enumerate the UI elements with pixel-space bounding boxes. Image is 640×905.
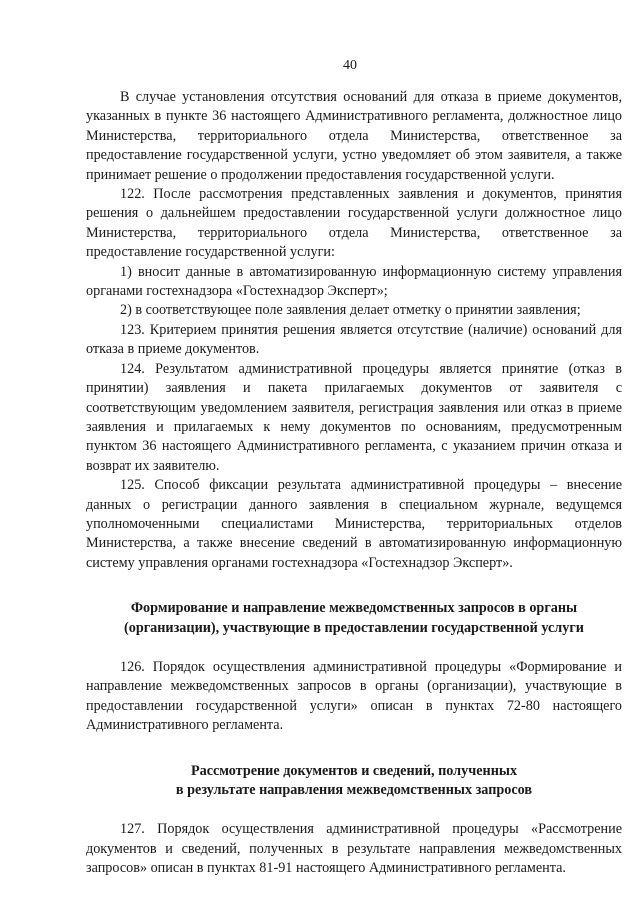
paragraph-intro: В случае установления отсутствия оснований для отказа в приеме документов, указанных в пункте 36 настоящего Административного регламента, должностное лицо Министерства, территориального отдела Министерства, ответственное за предоставление государственной услуги, устно уведомляет об этом заявителя, а также принимает решение о продолжении предоставления государственной услуги. bbox=[86, 89, 622, 183]
paragraph-122-item-2: 2) в соответствующее поле заявления делает отметку о принятии заявления; bbox=[120, 302, 581, 319]
paragraph-123: 123. Критерием принятия решения является отсутствие (наличие) оснований для отказа в приеме документов. bbox=[86, 321, 622, 358]
paragraph-122: 122. После рассмотрения представленных заявления и документов, принятия решения о дальнейшем предоставлении государственной услуги должностное лицо Министерства, территориального отдела Министерства, ответственное за предоставление государственной услуги: bbox=[86, 186, 622, 261]
paragraph-126: 126. Порядок осуществления административной процедуры «Формирование и направление межведомственных запросов в органы (организации), участвующие в предоставлении государственной услуги» описан в пунктах 72-80 настоящего Административного регламента. bbox=[86, 658, 622, 734]
section-heading-interagency-requests-line-1: Формирование и направление межведомственных запросов в органы bbox=[130, 600, 578, 617]
paragraph-127: 127. Порядок осуществления административной процедуры «Рассмотрение документов и сведений, полученных в результате направления межведомственных запросов» описан в пунктах 81-91 настоящего Административного регламента. bbox=[86, 821, 622, 877]
section-heading-review-documents-line-2: в результате направления межведомственных запросов bbox=[175, 782, 533, 798]
section-heading-interagency-requests-line-2: (организации), участвующие в предоставлении государственной услуги bbox=[124, 619, 584, 636]
page-number: 40 bbox=[343, 58, 357, 73]
paragraph-122-item-1: 1) вносит данные в автоматизированную информационную систему управления органами гостехнадзора «Гостехнадзор Эксперт»; bbox=[86, 263, 622, 300]
document-body bbox=[86, 88, 622, 879]
paragraph-125: 125. Способ фиксации результата административной процедуры – внесение данных о регистрации данного заявления в специальном журнале, ведущемся уполномоченными специалистами Министерства, территориальных отделов Министерства, а также внесение сведений в автоматизированную информационную систему управления органами гостехнадзора «Гостехнадзор Эксперт». bbox=[86, 477, 622, 571]
paragraph-124: 124. Результатом административной процедуры является принятие (отказ в принятии) заявления и пакета прилагаемых документов от заявителя с соответствующим уведомлением заявителя, регистрация заявления или отказ в приеме заявления и прилагаемых к нему документов по основаниям, предусмотренным пунктом 36 настоящего Административного регламента, с указанием причин отказа и возврат их заявителю. bbox=[86, 360, 622, 474]
section-heading-review-documents-line-1: Рассмотрение документов и сведений, полученных bbox=[190, 762, 518, 779]
